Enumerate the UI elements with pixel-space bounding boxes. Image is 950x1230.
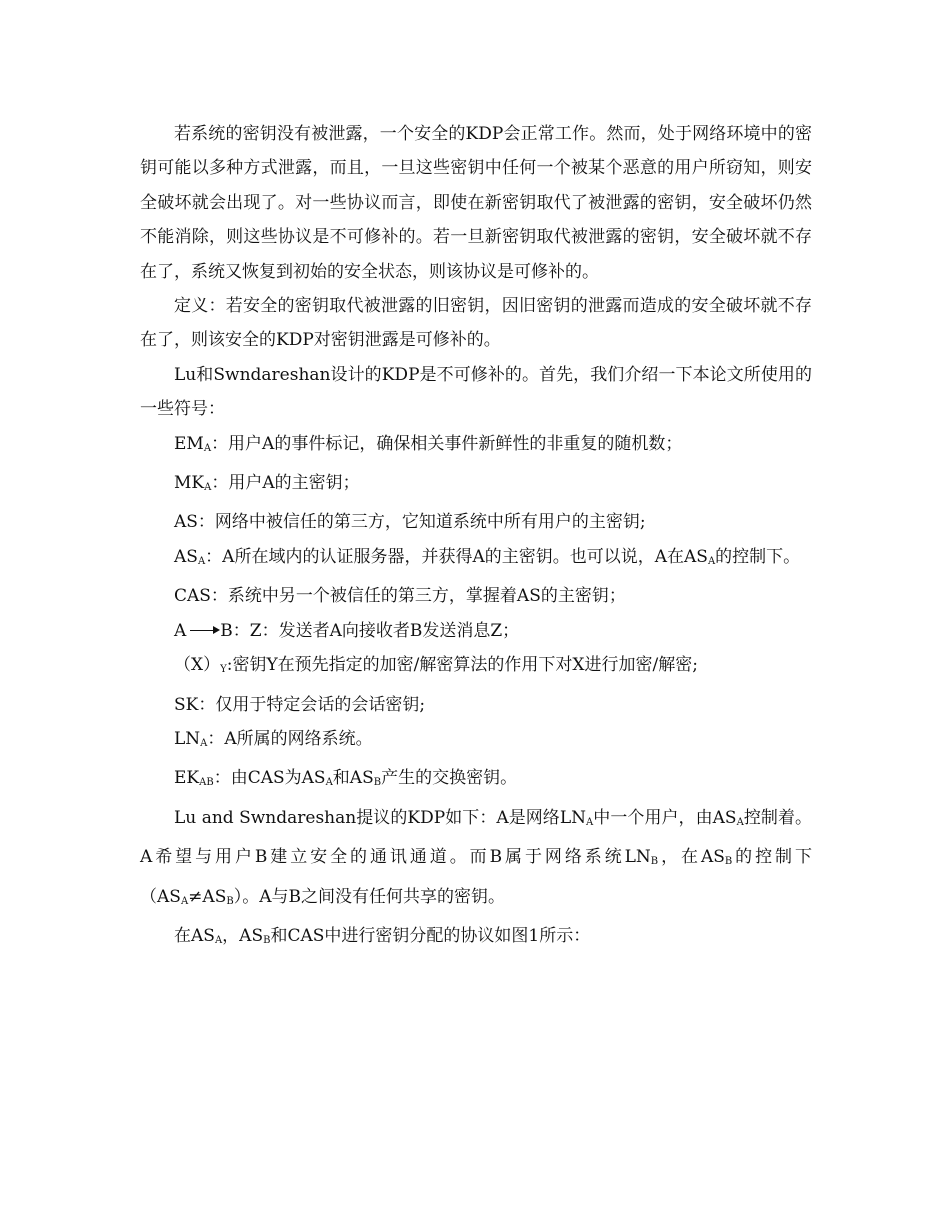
paragraph-repairability: 若系统的密钥没有被泄露，一个安全的KDP会正常工作。然而，处于网络环境中的密钥可能以多种方式泄露，而且，一旦这些密钥中任何一个被某个恶意的用户所窃知，则安全破坏就会出现了。对一些协议而言，即使在新密钥取代了被泄露的密钥，安全破坏仍然不能消除，则这些协议是不可修补的。若一旦新密钥取代被泄露的密钥，安全破坏就不存在了，系统又恢复到初始的安全状态，则该协议是可修补的。 [140, 124, 812, 282]
paragraph-kdp-proposal: Lu and Swndareshan提议的KDP如下：A是网络$LN_A$中一个用户，由$AS_A$控制着。A希望与用户B建立安全的通讯通道。而B属于网络系统$LN_B$，在$AS_B$的控制下$(AS_A\ne AS_B)$。A与B之间没有任何共享的密钥。 [140, 807, 812, 907]
definition-mk: $MK_A$：用户A的主密钥； [174, 473, 360, 494]
definition-ek: $EK_{AB}$：由CAS为$AS_A$和$AS_B$产生的交换密钥。 [174, 768, 518, 789]
paragraph-definition: 定义：若安全的密钥取代被泄露的旧密钥，因旧密钥的泄露而造成的安全破坏就不存在了，则该安全的KDP对密钥泄露是可修补的。 [140, 296, 812, 351]
definition-sk: SK：仅用于特定会话的会话密钥; [174, 694, 426, 715]
definition-cas: CAS：系统中另一个被信任的第三方，掌握着AS的主密钥； [174, 586, 626, 607]
right-arrow-icon [190, 630, 218, 631]
definition-send-arrow: A B：Z：发送者A向接收者B发送消息Z； [174, 620, 520, 641]
definition-encryption: $(X)_Y$:密钥Y在预先指定的加密/解密算法的作用下对X进行加密/解密; [174, 655, 698, 676]
definition-as: AS：网络中被信任的第三方，它知道系统中所有用户的主密钥; [174, 512, 646, 533]
paragraph-notation-intro: Lu和Swndareshan设计的KDP是不可修补的。首先，我们介绍一下本论文所使用的一些符号： [140, 364, 812, 420]
definition-ln: $LN_A$：A所属的网络系统。 [174, 728, 373, 749]
paragraph-figure-reference: 在$AS_A$，$AS_B$和CAS中进行密钥分配的协议如图1所示： [174, 925, 591, 946]
definition-asa: $AS_A$：A所在域内的认证服务器，并获得A的主密钥。也可以说，A在$AS_A$的控制下。 [174, 546, 801, 567]
definition-em: $EM_A$：用户A的事件标记，确保相关事件新鲜性的非重复的随机数； [174, 433, 683, 454]
